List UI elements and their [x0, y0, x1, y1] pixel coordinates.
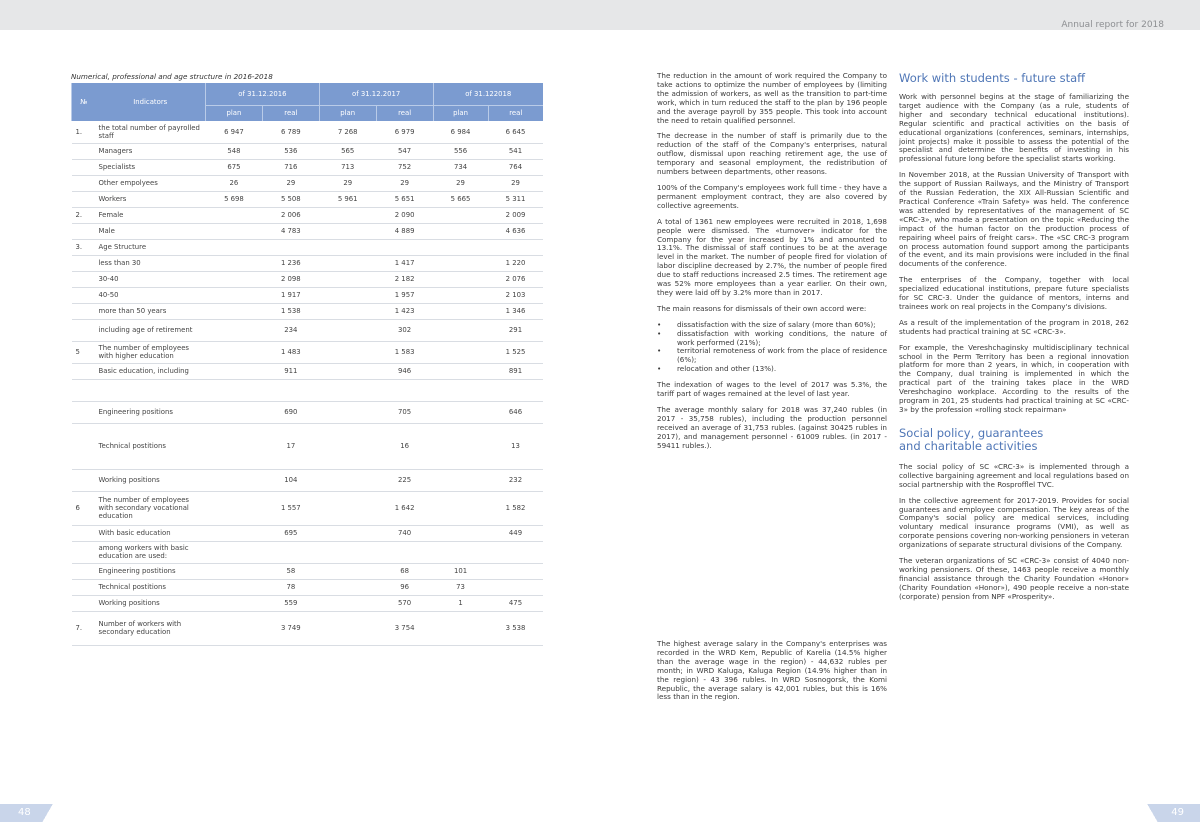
table-cell: 29 — [488, 175, 543, 191]
row-indicator: Other empolyees — [96, 175, 206, 191]
table-cell: 17 — [262, 423, 319, 469]
table-cell: 547 — [376, 143, 433, 159]
table-cell: 646 — [488, 401, 543, 423]
paragraph: The indexation of wages to the level of 2017 was 5.3%, the tariff part of wages remained at the level of last year. — [657, 380, 887, 399]
row-indicator: The number of employees with secondary vocational education — [96, 491, 206, 525]
table-cell — [319, 271, 376, 287]
row-number — [72, 363, 96, 379]
table-cell: 225 — [376, 469, 433, 491]
table-cell — [319, 423, 376, 469]
table-cell: 556 — [433, 143, 488, 159]
table-cell — [319, 223, 376, 239]
table-cell — [488, 239, 543, 255]
table-cell: 752 — [376, 159, 433, 175]
row-indicator: Female — [96, 207, 206, 223]
table-cell: 1 423 — [376, 303, 433, 319]
table-cell — [319, 207, 376, 223]
table-caption: Numerical, professional and age structure in 2016-2018 — [71, 72, 273, 81]
table-cell: 1 642 — [376, 491, 433, 525]
table-cell: 764 — [488, 159, 543, 175]
paragraph: For example, the Vereshchaginsky multidisciplinary technical school in the Perm Territory has been a regional innovation platform for more than 2 years, in which, in cooperation with the Company, dual training is implemented in which the practical part of the training takes place in the WRD Vereshchagino workplace. According to the results of the program in 201, 25 students had practical training at SC «CRC-3» by the profession «rolling stock repairman» — [899, 342, 1129, 414]
row-indicator: Technical postitions — [96, 579, 206, 595]
row-indicator: the total number of payrolled staff — [96, 121, 206, 143]
table-cell: 1 525 — [488, 341, 543, 363]
table-cell: 695 — [262, 525, 319, 541]
table-cell — [376, 379, 433, 401]
table-cell — [319, 379, 376, 401]
table-cell: 6 984 — [433, 121, 488, 143]
table-cell — [262, 379, 319, 401]
row-number — [72, 255, 96, 271]
table-cell: 740 — [376, 525, 433, 541]
sub-header: plan — [433, 105, 488, 121]
row-indicator: With basic education — [96, 525, 206, 541]
top-bar — [0, 0, 1200, 30]
table-cell — [433, 363, 488, 379]
table-cell — [433, 287, 488, 303]
paragraph: 100% of the Company's employees work full time - they have a permanent employment contract, they are also covered by collective agreements. — [657, 182, 887, 210]
table-cell — [206, 579, 263, 595]
row-indicator: Working positions — [96, 595, 206, 611]
table-cell: 234 — [262, 319, 319, 341]
table-cell — [319, 491, 376, 525]
table-cell — [488, 541, 543, 563]
table-cell: 675 — [206, 159, 263, 175]
table-cell — [488, 579, 543, 595]
middle-column — [657, 72, 887, 458]
sub-header: plan — [319, 105, 376, 121]
row-number — [72, 563, 96, 579]
table-cell: 302 — [376, 319, 433, 341]
table-cell: 2 103 — [488, 287, 543, 303]
row-number — [72, 525, 96, 541]
row-number — [72, 159, 96, 175]
table-cell — [319, 401, 376, 423]
table-row — [72, 191, 544, 207]
row-indicator: Male — [96, 223, 206, 239]
table-cell: 2 098 — [262, 271, 319, 287]
table-cell — [319, 611, 376, 645]
table-cell — [376, 541, 433, 563]
table-cell: 6 947 — [206, 121, 263, 143]
table-cell — [206, 611, 263, 645]
paragraph: The veteran organizations of SC «CRC-3» consist of 4040 non-working pensioners. Of these, 1463 people receive a monthly financial assistance through the Charity Foundation «Honor» (Charity Foundation «Honor»), 490 people receive a non-state (corporate) pension from NPF «Prosperity». — [899, 556, 1129, 601]
paragraph: Work with personnel begins at the stage of familiarizing the target audience with the Company (as a rule, students of higher and secondary technical educational institutions). Regular scientific and practical activities on the basis of educational organizations (conferences, seminars, internships, joint projects) make it possible to assess the potential of the specialist and determine the benefits of investing in his professional future long before the specialist starts working. — [899, 92, 1129, 164]
paragraph: The decrease in the number of staff is primarily due to the reduction of the staff of the Company's enterprises, natural outflow, dismissal upon reaching retirement age, the use of temporary and seasonal employment, the redistribution of numbers between departments, other reasons. — [657, 131, 887, 177]
paragraph: In the collective agreement for 2017-2019. Provides for social guarantees and employee compensation. The key areas of the Company's social policy are medical services, including voluntary medical insurance programs (VMI), as well as corporate pensions covering non-working pensioners in veteran organizations of separate structural divisions of the Company. — [899, 495, 1129, 550]
row-indicator: Workers — [96, 191, 206, 207]
table-cell — [206, 595, 263, 611]
table-row — [72, 143, 544, 159]
section-heading: Work with students - future staff — [899, 71, 1086, 85]
row-number: 7. — [72, 611, 96, 645]
row-number — [72, 579, 96, 595]
table-row — [72, 579, 544, 595]
table-cell — [319, 239, 376, 255]
sub-header: real — [262, 105, 319, 121]
page-number: 49 — [1171, 807, 1184, 818]
table-cell: 1 582 — [488, 491, 543, 525]
row-indicator: 30-40 — [96, 271, 206, 287]
table-cell: 449 — [488, 525, 543, 541]
heading-line: and charitable activities — [899, 438, 1038, 453]
table-cell — [206, 541, 263, 563]
table-cell: 2 182 — [376, 271, 433, 287]
table-cell: 541 — [488, 143, 543, 159]
list-item: • territorial remoteness of work from the place of residence (6%); — [657, 347, 887, 365]
table-cell: 946 — [376, 363, 433, 379]
row-number — [72, 595, 96, 611]
table-cell: 1 917 — [262, 287, 319, 303]
table-cell: 1 — [433, 595, 488, 611]
table-cell — [319, 579, 376, 595]
report-title: Annual report for 2018 — [1061, 20, 1164, 30]
row-number — [72, 287, 96, 303]
table-cell: 1 417 — [376, 255, 433, 271]
table-cell — [433, 423, 488, 469]
table-cell: 4 889 — [376, 223, 433, 239]
table-cell: 690 — [262, 401, 319, 423]
row-number — [72, 271, 96, 287]
table-cell: 6 645 — [488, 121, 543, 143]
table-cell — [488, 379, 543, 401]
table-cell: 29 — [319, 175, 376, 191]
table-cell — [319, 287, 376, 303]
table-cell: 3 749 — [262, 611, 319, 645]
table-row — [72, 611, 544, 645]
table-row — [72, 159, 544, 175]
table-row — [72, 363, 544, 379]
table-cell — [206, 525, 263, 541]
table-row — [72, 341, 544, 363]
row-indicator: less than 30 — [96, 255, 206, 271]
table-cell — [319, 319, 376, 341]
table-cell: 716 — [262, 159, 319, 175]
table-cell — [319, 303, 376, 319]
sub-header: real — [488, 105, 543, 121]
paragraph: The average monthly salary for 2018 was 37,240 rubles (in 2017 - 35,758 rubles), including the production personnel received an average of 31,753 rubles. (against 30425 rubles in 2017), and management personnel - 61009 rubles. (in 2017 - 59411 rubles.). — [657, 405, 887, 450]
row-indicator: The number of employees with higher education — [96, 341, 206, 363]
table-cell: 570 — [376, 595, 433, 611]
sub-header: real — [376, 105, 433, 121]
row-indicator: more than 50 years — [96, 303, 206, 319]
row-indicator: Managers — [96, 143, 206, 159]
table-cell — [433, 341, 488, 363]
table-cell: 1 483 — [262, 341, 319, 363]
table-cell: 1 220 — [488, 255, 543, 271]
staff-structure-table — [71, 83, 543, 646]
table-cell — [319, 255, 376, 271]
table-cell — [433, 491, 488, 525]
table-row — [72, 303, 544, 319]
table-cell — [433, 271, 488, 287]
row-indicator: Engineering postitions — [96, 563, 206, 579]
table-cell — [206, 423, 263, 469]
table-cell — [206, 563, 263, 579]
table-row — [72, 207, 544, 223]
table-cell: 475 — [488, 595, 543, 611]
table-cell: 2 009 — [488, 207, 543, 223]
table-cell — [433, 611, 488, 645]
table-cell: 5 961 — [319, 191, 376, 207]
row-number — [72, 541, 96, 563]
row-number: 6 — [72, 491, 96, 525]
table-cell — [319, 341, 376, 363]
row-number — [72, 143, 96, 159]
table-cell — [433, 207, 488, 223]
table-cell — [319, 563, 376, 579]
table-cell — [319, 595, 376, 611]
row-number: 1. — [72, 121, 96, 143]
table-cell — [319, 541, 376, 563]
table-cell: 713 — [319, 159, 376, 175]
paragraph: In November 2018, at the Russian University of Transport with the support of Russian Railways, and the Ministry of Transport of the Russian Federation, the XIX All-Russian Scientific and Practical Conference «Train Safety» was held. The conference was attended by representatives of the management of SC «CRC-3», who made a presentation on the topic «Reducing the impact of the human factor on the production process of repairing wheel pairs of freight cars». The «SC CRC-3 program on process automation found support among the participants of the event, and its main provisions were included in the final documents of the conference. — [899, 170, 1129, 269]
table-cell — [206, 271, 263, 287]
table-cell — [206, 207, 263, 223]
table-cell: 5 698 — [206, 191, 263, 207]
table-row — [72, 287, 544, 303]
table-cell: 1 583 — [376, 341, 433, 363]
table-row — [72, 541, 544, 563]
table-cell: 232 — [488, 469, 543, 491]
section-heading — [899, 427, 1129, 453]
table-cell — [433, 223, 488, 239]
table-row — [72, 255, 544, 271]
table-cell — [433, 239, 488, 255]
row-number — [72, 423, 96, 469]
table-cell — [206, 469, 263, 491]
table-body — [72, 121, 544, 645]
period-header: of 31.12.2016 — [206, 83, 320, 105]
row-number: 3. — [72, 239, 96, 255]
table-cell — [206, 363, 263, 379]
row-indicator: Specialists — [96, 159, 206, 175]
row-number — [72, 401, 96, 423]
table-cell — [433, 255, 488, 271]
table-cell: 29 — [376, 175, 433, 191]
table-cell: 536 — [262, 143, 319, 159]
row-number: 5 — [72, 341, 96, 363]
table-cell: 1 957 — [376, 287, 433, 303]
table-cell: 559 — [262, 595, 319, 611]
page-number-right — [1140, 804, 1200, 822]
heading-line: Social policy, guarantees — [899, 425, 1044, 440]
period-header: of 31.122018 — [433, 83, 543, 105]
table-cell — [206, 303, 263, 319]
row-number — [72, 191, 96, 207]
page-number: 48 — [18, 807, 31, 818]
table-cell: 68 — [376, 563, 433, 579]
page-number-left — [0, 804, 60, 822]
table-cell — [319, 469, 376, 491]
list-item: • dissatisfaction with the size of salary (more than 60%); — [657, 321, 887, 330]
table-cell — [206, 341, 263, 363]
paragraph: The highest average salary in the Company's enterprises was recorded in the WRD Kem, Republic of Karelia (14.5% higher than the average wage in the region) - 44,632 rubles per month; in WRD Kaluga, Kaluga Region (14.9% higher than in the region) - 43 396 rubles. In WRD Sosnogorsk, the Komi Republic, the average salary is 42,001 rubles, but this is 16% less than in the region. — [657, 639, 887, 702]
table-cell — [206, 401, 263, 423]
table-cell — [433, 541, 488, 563]
row-indicator: including age of retirement — [96, 319, 206, 341]
table-cell: 73 — [433, 579, 488, 595]
row-indicator: 40-50 — [96, 287, 206, 303]
table-cell: 29 — [433, 175, 488, 191]
table-cell: 6 789 — [262, 121, 319, 143]
row-indicator: Basic education, including — [96, 363, 206, 379]
table-cell: 1 538 — [262, 303, 319, 319]
table-cell — [488, 563, 543, 579]
table-row — [72, 469, 544, 491]
right-column — [899, 72, 1129, 609]
row-number — [72, 175, 96, 191]
table-row — [72, 401, 544, 423]
table-cell — [433, 525, 488, 541]
row-indicator — [96, 379, 206, 401]
table-cell — [206, 379, 263, 401]
table-cell — [206, 287, 263, 303]
table-cell: 565 — [319, 143, 376, 159]
row-indicator: Technical postitions — [96, 423, 206, 469]
table-row — [72, 175, 544, 191]
list-item: • relocation and other (13%). — [657, 365, 887, 374]
table-cell: 6 979 — [376, 121, 433, 143]
table-cell — [206, 491, 263, 525]
paragraph: As a result of the implementation of the program in 2018, 262 students had practical training at SC «CRC-3». — [899, 317, 1129, 336]
table-cell — [206, 239, 263, 255]
table-cell: 4 783 — [262, 223, 319, 239]
list-item: • dissatisfaction with working conditions, the nature of work performed (21%); — [657, 330, 887, 348]
table-cell — [433, 379, 488, 401]
table-row — [72, 223, 544, 239]
table-cell — [262, 239, 319, 255]
table-cell — [433, 469, 488, 491]
paragraph: The social policy of SC «CRC-3» is implemented through a collective bargaining agreement and local regulations based on social partnership with the Rosprofflel TVC. — [899, 461, 1129, 489]
row-indicator: Age Structure — [96, 239, 206, 255]
table-cell — [433, 303, 488, 319]
table-cell: 101 — [433, 563, 488, 579]
table-cell: 1 346 — [488, 303, 543, 319]
table-cell: 5 311 — [488, 191, 543, 207]
table-cell: 1 236 — [262, 255, 319, 271]
table-row — [72, 319, 544, 341]
table-cell: 7 268 — [319, 121, 376, 143]
row-number: 2. — [72, 207, 96, 223]
table-cell: 29 — [262, 175, 319, 191]
table-row — [72, 271, 544, 287]
table-row — [72, 563, 544, 579]
table-row — [72, 595, 544, 611]
table-cell: 2 006 — [262, 207, 319, 223]
table-cell: 2 090 — [376, 207, 433, 223]
table-cell — [206, 223, 263, 239]
row-indicator: Number of workers with secondary education — [96, 611, 206, 645]
table-cell — [376, 239, 433, 255]
row-number — [72, 469, 96, 491]
dismissal-reasons-list — [657, 321, 887, 374]
table-cell: 3 754 — [376, 611, 433, 645]
row-number — [72, 319, 96, 341]
row-indicator: among workers with basic education are used: — [96, 541, 206, 563]
table-cell — [206, 319, 263, 341]
table-cell: 734 — [433, 159, 488, 175]
paragraph: The reduction in the amount of work required the Company to take actions to optimize the number of employees by (limiting the admission of workers, as well as the transition to part-time work, which in turn reduced the staff to the plan by 196 people and the average payroll by 355 people. This took into account the need to retain qualified personnel. — [657, 71, 887, 125]
table-cell: 5 651 — [376, 191, 433, 207]
col-indicators-header: Indicators — [96, 83, 206, 121]
table-cell — [206, 255, 263, 271]
row-number — [72, 379, 96, 401]
table-cell: 3 538 — [488, 611, 543, 645]
row-number — [72, 223, 96, 239]
table-cell: 58 — [262, 563, 319, 579]
paragraph: The main reasons for dismissals of their own accord were: — [657, 303, 867, 313]
table-cell: 4 636 — [488, 223, 543, 239]
col-no-header: № — [72, 83, 96, 121]
row-number — [72, 303, 96, 319]
table-cell: 78 — [262, 579, 319, 595]
table-row — [72, 525, 544, 541]
table-cell: 1 557 — [262, 491, 319, 525]
table-cell: 911 — [262, 363, 319, 379]
table-cell: 705 — [376, 401, 433, 423]
table-cell: 2 076 — [488, 271, 543, 287]
table-cell: 891 — [488, 363, 543, 379]
table-cell: 96 — [376, 579, 433, 595]
table-cell: 26 — [206, 175, 263, 191]
table-cell: 5 508 — [262, 191, 319, 207]
table-cell: 16 — [376, 423, 433, 469]
table-row — [72, 491, 544, 525]
table-cell — [319, 363, 376, 379]
table-row — [72, 239, 544, 255]
paragraph: A total of 1361 new employees were recruited in 2018, 1,698 people were dismissed. The «turnover» indicator for the Company for the year increased by 1% and amounted to 13.1%. The dismissal of staff continues to be at the average level in the market. The number of people fired for violation of labor discipline decreased by 2.7%, the number of people fired due to staff reductions increased 2.5 times. The retirement age was 52% more employees than a year earlier. On their own, they were laid off by 3.2% more than in 2017. — [657, 216, 887, 297]
table-cell — [433, 319, 488, 341]
middle-bottom-paragraph — [657, 640, 887, 709]
table-cell: 291 — [488, 319, 543, 341]
period-header: of 31.12.2017 — [319, 83, 433, 105]
table-cell — [319, 525, 376, 541]
table-cell: 104 — [262, 469, 319, 491]
table-row — [72, 379, 544, 401]
table-row — [72, 423, 544, 469]
table-cell — [433, 401, 488, 423]
table-cell — [262, 541, 319, 563]
table-row — [72, 121, 544, 143]
table-cell: 5 665 — [433, 191, 488, 207]
row-indicator: Working positions — [96, 469, 206, 491]
table-cell: 13 — [488, 423, 543, 469]
table-cell: 548 — [206, 143, 263, 159]
paragraph: The enterprises of the Company, together with local specialized educational institutions, prepare future specialists for SC CRC-3. Under the guidance of mentors, interns and trainees work on real projects in the Company's divisions. — [899, 275, 1129, 311]
row-indicator: Engineering positions — [96, 401, 206, 423]
sub-header: plan — [206, 105, 263, 121]
